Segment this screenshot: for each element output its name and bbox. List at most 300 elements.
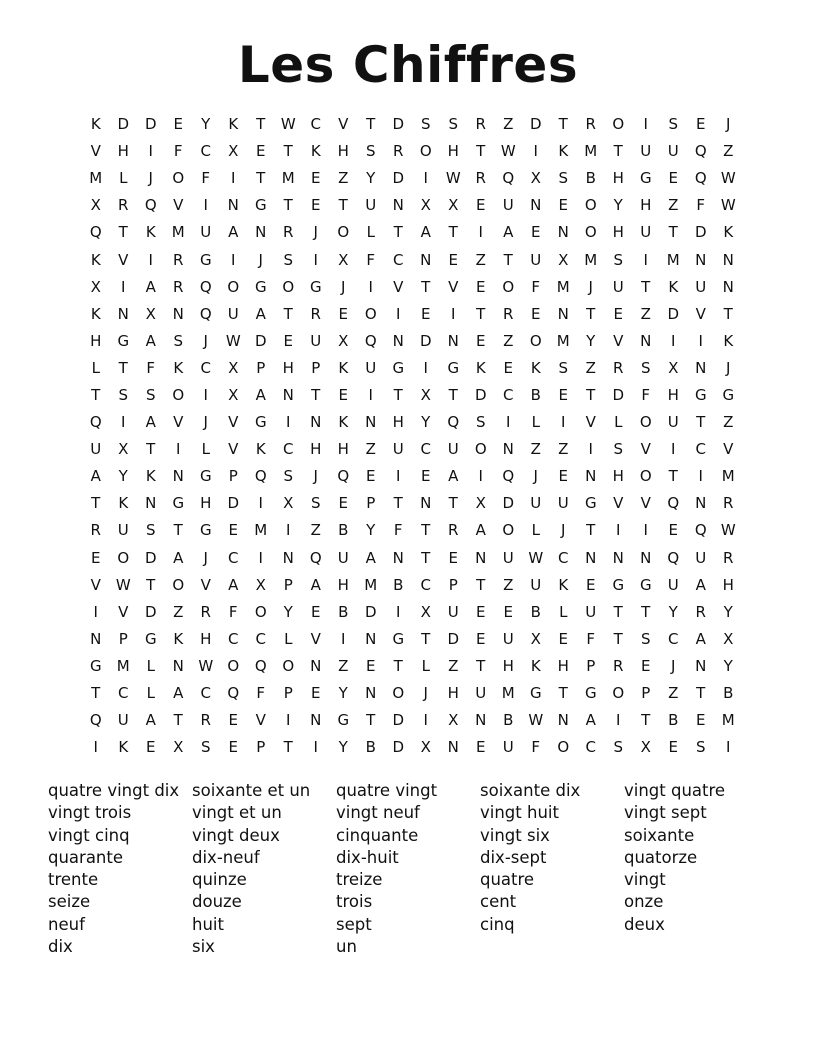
grid-letter: E bbox=[476, 602, 486, 621]
grid-letter: B bbox=[338, 521, 349, 540]
word-list-item: dix-neuf bbox=[192, 847, 260, 867]
grid-letter: W bbox=[445, 169, 461, 188]
grid-letter: P bbox=[118, 629, 128, 648]
grid-letter: D bbox=[392, 169, 405, 188]
grid-letter: H bbox=[337, 440, 349, 459]
grid-letter: Y bbox=[338, 684, 348, 703]
grid-letter: F bbox=[146, 358, 156, 377]
word-list-item: quatorze bbox=[624, 847, 698, 867]
grid-letter: Y bbox=[201, 115, 211, 134]
grid-letter: M bbox=[116, 656, 130, 675]
grid-letter: V bbox=[640, 494, 651, 513]
grid-letter: R bbox=[173, 277, 184, 296]
grid-letter: U bbox=[502, 548, 514, 567]
grid-letter: W bbox=[115, 575, 131, 594]
grid-letter: A bbox=[420, 223, 431, 242]
grid-letter: T bbox=[421, 548, 431, 567]
grid-letter: P bbox=[586, 656, 596, 675]
grid-letter: J bbox=[203, 413, 208, 432]
grid-letter: E bbox=[558, 196, 568, 215]
grid-letter: I bbox=[203, 196, 208, 215]
grid-letter: M bbox=[556, 331, 570, 350]
grid-letter: E bbox=[311, 196, 321, 215]
grid-letter: T bbox=[283, 142, 293, 161]
grid-letter: N bbox=[172, 656, 184, 675]
grid-letter: N bbox=[585, 548, 597, 567]
grid-letter: N bbox=[640, 331, 652, 350]
grid-letter: U bbox=[557, 494, 569, 513]
grid-letter: K bbox=[145, 223, 156, 242]
grid-letter: I bbox=[286, 711, 291, 730]
grid-letter: P bbox=[256, 738, 266, 757]
grid-letter: H bbox=[392, 413, 404, 432]
grid-letter: O bbox=[502, 277, 515, 296]
grid-letter: X bbox=[90, 196, 101, 215]
grid-letter: C bbox=[420, 440, 431, 459]
grid-letter: F bbox=[256, 684, 266, 703]
grid-letter: M bbox=[584, 250, 598, 269]
grid-letter: U bbox=[530, 494, 542, 513]
grid-letter: K bbox=[723, 223, 734, 242]
grid-letter: V bbox=[173, 413, 184, 432]
grid-letter: X bbox=[475, 494, 486, 513]
grid-letter: N bbox=[392, 548, 404, 567]
grid-letter: G bbox=[612, 575, 625, 594]
grid-letter: T bbox=[476, 656, 486, 675]
grid-letter: X bbox=[420, 385, 431, 404]
grid-letter: O bbox=[529, 331, 542, 350]
word-list-item: trente bbox=[48, 870, 99, 890]
grid-letter: I bbox=[643, 521, 648, 540]
grid-letter: N bbox=[392, 196, 404, 215]
grid-letter: T bbox=[366, 711, 376, 730]
grid-letter: W bbox=[720, 196, 736, 215]
grid-letter: E bbox=[696, 711, 706, 730]
grid-letter: K bbox=[530, 656, 541, 675]
grid-letter: Q bbox=[254, 656, 267, 675]
grid-letter: G bbox=[309, 277, 322, 296]
grid-letter: W bbox=[198, 656, 214, 675]
grid-letter: Z bbox=[173, 602, 184, 621]
grid-letter: V bbox=[613, 331, 624, 350]
grid-letter: O bbox=[337, 223, 350, 242]
grid-letter: B bbox=[668, 711, 679, 730]
grid-letter: R bbox=[475, 169, 486, 188]
grid-letter: N bbox=[447, 331, 459, 350]
grid-letter: U bbox=[667, 142, 679, 161]
grid-letter: K bbox=[90, 115, 101, 134]
grid-letter: V bbox=[228, 413, 239, 432]
grid-letter: D bbox=[392, 115, 405, 134]
grid-letter: A bbox=[255, 304, 266, 323]
grid-letter: M bbox=[89, 169, 103, 188]
grid-letter: I bbox=[313, 250, 318, 269]
grid-letter: B bbox=[503, 711, 514, 730]
grid-letter: V bbox=[640, 440, 651, 459]
grid-letter: V bbox=[448, 277, 459, 296]
grid-letter: H bbox=[612, 467, 624, 486]
grid-letter: O bbox=[254, 602, 267, 621]
grid-letter: I bbox=[698, 467, 703, 486]
word-list-item: onze bbox=[624, 892, 664, 912]
grid-letter: N bbox=[695, 358, 707, 377]
grid-letter: R bbox=[613, 656, 624, 675]
grid-letter: I bbox=[148, 250, 153, 269]
grid-letter: O bbox=[584, 196, 597, 215]
grid-letter: G bbox=[254, 277, 267, 296]
grid-letter: S bbox=[145, 521, 156, 540]
grid-letter: Q bbox=[144, 196, 157, 215]
grid-letter: G bbox=[254, 196, 267, 215]
grid-letter: I bbox=[286, 521, 291, 540]
grid-letter: T bbox=[641, 602, 651, 621]
word-list-item: soixante et un bbox=[192, 781, 311, 800]
grid-letter: N bbox=[475, 548, 487, 567]
grid-letter: U bbox=[365, 196, 377, 215]
grid-letter: Q bbox=[364, 331, 377, 350]
grid-letter: J bbox=[341, 277, 346, 296]
grid-letter: U bbox=[585, 602, 597, 621]
grid-letter: M bbox=[364, 575, 378, 594]
grid-letter: I bbox=[671, 331, 676, 350]
grid-letter: I bbox=[258, 548, 263, 567]
grid-letter: Q bbox=[694, 142, 707, 161]
grid-letter: V bbox=[200, 575, 211, 594]
grid-letter: M bbox=[281, 169, 295, 188]
grid-letter: T bbox=[118, 358, 128, 377]
grid-letter: B bbox=[530, 602, 541, 621]
grid-letter: G bbox=[89, 656, 102, 675]
grid-letter: P bbox=[366, 494, 376, 513]
grid-letter: G bbox=[144, 629, 157, 648]
grid-letter: B bbox=[393, 575, 404, 594]
grid-letter: O bbox=[172, 575, 185, 594]
grid-letter: T bbox=[448, 385, 458, 404]
grid-letter: I bbox=[423, 169, 428, 188]
grid-letter: C bbox=[228, 629, 239, 648]
grid-letter: T bbox=[146, 575, 156, 594]
grid-letter: T bbox=[91, 494, 101, 513]
grid-letter: T bbox=[641, 277, 651, 296]
grid-letter: T bbox=[613, 142, 623, 161]
grid-letter: H bbox=[612, 169, 624, 188]
grid-letter: F bbox=[201, 169, 211, 188]
grid-letter: G bbox=[584, 684, 597, 703]
grid-letter: R bbox=[173, 250, 184, 269]
grid-letter: N bbox=[695, 250, 707, 269]
word-list-item: huit bbox=[192, 914, 224, 934]
grid-letter: T bbox=[668, 467, 678, 486]
grid-letter: X bbox=[283, 494, 294, 513]
grid-letter: A bbox=[503, 223, 514, 242]
grid-letter: D bbox=[144, 602, 157, 621]
grid-letter: R bbox=[448, 521, 459, 540]
grid-letter: Q bbox=[199, 277, 212, 296]
grid-letter: E bbox=[448, 250, 458, 269]
grid-letter: X bbox=[420, 602, 431, 621]
grid-letter: M bbox=[171, 223, 185, 242]
grid-letter: G bbox=[199, 521, 212, 540]
word-list-item: vingt neuf bbox=[336, 803, 420, 823]
grid-letter: H bbox=[337, 575, 349, 594]
grid-letter: D bbox=[474, 385, 487, 404]
grid-letter: R bbox=[503, 304, 514, 323]
grid-letter: I bbox=[616, 711, 621, 730]
grid-letter: Q bbox=[89, 711, 102, 730]
grid-letter: H bbox=[90, 331, 102, 350]
grid-letter: M bbox=[666, 250, 680, 269]
grid-letter: T bbox=[91, 385, 101, 404]
word-column bbox=[480, 780, 624, 958]
grid-letter: X bbox=[338, 250, 349, 269]
grid-letter: P bbox=[448, 575, 458, 594]
grid-letter: T bbox=[723, 304, 733, 323]
grid-letter: N bbox=[612, 548, 624, 567]
grid-letter: F bbox=[173, 142, 183, 161]
grid-letter: N bbox=[282, 385, 294, 404]
grid-letter: Z bbox=[503, 575, 514, 594]
grid-letter: A bbox=[448, 467, 459, 486]
grid-letter: T bbox=[366, 115, 376, 134]
grid-letter: F bbox=[696, 196, 706, 215]
grid-letter: L bbox=[559, 602, 568, 621]
grid-letter: B bbox=[585, 169, 596, 188]
grid-letter: T bbox=[283, 304, 293, 323]
grid-letter: I bbox=[368, 385, 373, 404]
grid-letter: E bbox=[668, 521, 678, 540]
grid-letter: Z bbox=[640, 304, 651, 323]
grid-letter: Q bbox=[667, 548, 680, 567]
grid-letter: Z bbox=[503, 115, 514, 134]
grid-letter: V bbox=[90, 142, 101, 161]
grid-letter: K bbox=[338, 358, 349, 377]
grid-letter: X bbox=[530, 629, 541, 648]
grid-letter: W bbox=[528, 711, 544, 730]
grid-letter: T bbox=[586, 521, 596, 540]
grid-letter: H bbox=[502, 656, 514, 675]
grid-letter: T bbox=[393, 385, 403, 404]
grid-letter: V bbox=[338, 115, 349, 134]
grid-letter: M bbox=[584, 142, 598, 161]
grid-letter: E bbox=[256, 142, 266, 161]
grid-letter: I bbox=[368, 277, 373, 296]
grid-letter: L bbox=[366, 223, 375, 242]
grid-letter: Q bbox=[694, 169, 707, 188]
grid-letter: N bbox=[530, 196, 542, 215]
grid-letter: D bbox=[447, 629, 460, 648]
grid-letter: J bbox=[148, 169, 153, 188]
grid-letter: N bbox=[695, 494, 707, 513]
grid-letter: J bbox=[203, 548, 208, 567]
grid-letter: H bbox=[667, 385, 679, 404]
grid-letter: G bbox=[584, 494, 597, 513]
grid-letter: U bbox=[695, 548, 707, 567]
grid-letter: T bbox=[613, 629, 623, 648]
grid-letter: S bbox=[613, 250, 624, 269]
word-list-item: six bbox=[192, 937, 215, 957]
grid-letter: Z bbox=[338, 656, 349, 675]
grid-letter: S bbox=[365, 142, 376, 161]
grid-letter: O bbox=[612, 684, 625, 703]
grid-letter: X bbox=[530, 169, 541, 188]
grid-letter: E bbox=[668, 738, 678, 757]
grid-letter: N bbox=[145, 494, 157, 513]
grid-letter: V bbox=[613, 494, 624, 513]
word-list-item: quatre bbox=[480, 870, 535, 890]
grid-letter: I bbox=[396, 304, 401, 323]
grid-letter: D bbox=[392, 711, 405, 730]
grid-letter: T bbox=[421, 629, 431, 648]
grid-letter: R bbox=[723, 494, 734, 513]
grid-letter: C bbox=[200, 684, 211, 703]
grid-letter: D bbox=[529, 115, 542, 134]
grid-letter: I bbox=[231, 250, 236, 269]
grid-letter: Q bbox=[447, 413, 460, 432]
grid-letter: K bbox=[723, 331, 734, 350]
grid-letter: C bbox=[118, 684, 129, 703]
grid-letter: T bbox=[558, 115, 568, 134]
grid-letter: Y bbox=[723, 602, 733, 621]
grid-letter: E bbox=[558, 467, 568, 486]
grid-letter: O bbox=[117, 548, 130, 567]
grid-letter: Q bbox=[502, 169, 515, 188]
grid-letter: S bbox=[283, 467, 294, 486]
grid-letter: N bbox=[420, 494, 432, 513]
grid-letter: T bbox=[641, 711, 651, 730]
grid-letter: S bbox=[448, 115, 459, 134]
grid-letter: I bbox=[286, 413, 291, 432]
grid-letter: I bbox=[396, 467, 401, 486]
grid-letter: B bbox=[530, 385, 541, 404]
grid-letter: O bbox=[227, 656, 240, 675]
word-list-item: cent bbox=[480, 892, 517, 912]
grid-letter: E bbox=[476, 629, 486, 648]
grid-letter: E bbox=[173, 115, 183, 134]
grid-letter: A bbox=[310, 575, 321, 594]
grid-letter: B bbox=[338, 602, 349, 621]
word-list-item: dix-huit bbox=[336, 847, 399, 867]
grid-letter: O bbox=[227, 277, 240, 296]
grid-letter: K bbox=[558, 142, 569, 161]
grid-letter: N bbox=[502, 440, 514, 459]
grid-letter: I bbox=[423, 711, 428, 730]
grid-letter: M bbox=[501, 684, 515, 703]
grid-letter: R bbox=[723, 548, 734, 567]
grid-letter: E bbox=[668, 169, 678, 188]
grid-letter: O bbox=[172, 169, 185, 188]
grid-letter: N bbox=[475, 711, 487, 730]
grid-letter: X bbox=[255, 575, 266, 594]
grid-letter: N bbox=[365, 413, 377, 432]
grid-letter: A bbox=[90, 467, 101, 486]
grid-letter: N bbox=[282, 548, 294, 567]
grid-letter: C bbox=[228, 548, 239, 567]
grid-letter: Z bbox=[310, 521, 321, 540]
grid-letter: A bbox=[145, 277, 156, 296]
grid-letter: W bbox=[720, 521, 736, 540]
grid-letter: D bbox=[144, 548, 157, 567]
grid-letter: X bbox=[118, 440, 129, 459]
grid-letter: E bbox=[476, 331, 486, 350]
grid-letter: T bbox=[421, 277, 431, 296]
grid-letter: A bbox=[475, 521, 486, 540]
word-list-item: quarante bbox=[48, 847, 124, 867]
grid-letter: U bbox=[502, 738, 514, 757]
grid-letter: J bbox=[671, 656, 676, 675]
grid-letter: I bbox=[698, 331, 703, 350]
grid-letter: X bbox=[145, 304, 156, 323]
grid-letter: N bbox=[557, 304, 569, 323]
word-list-item: cinquante bbox=[336, 825, 419, 845]
word-list-item: treize bbox=[336, 870, 383, 890]
grid-letter: E bbox=[421, 467, 431, 486]
grid-letter: N bbox=[310, 656, 322, 675]
word-list-item: soixante dix bbox=[480, 781, 581, 800]
grid-letter: Y bbox=[723, 656, 733, 675]
grid-letter: A bbox=[228, 223, 239, 242]
grid-letter: T bbox=[283, 738, 293, 757]
grid-letter: X bbox=[90, 277, 101, 296]
grid-letter: U bbox=[640, 223, 652, 242]
grid-letter: H bbox=[310, 440, 322, 459]
grid-letter: H bbox=[612, 223, 624, 242]
word-column bbox=[624, 780, 768, 958]
grid-letter: X bbox=[420, 738, 431, 757]
grid-letter: L bbox=[531, 413, 540, 432]
word-list-item: vingt et un bbox=[192, 803, 282, 823]
word-list-item: vingt bbox=[624, 870, 666, 890]
grid-letter: T bbox=[173, 521, 183, 540]
grid-letter: N bbox=[172, 304, 184, 323]
grid-letter: U bbox=[502, 629, 514, 648]
grid-letter: Z bbox=[668, 196, 679, 215]
grid-letter: E bbox=[91, 548, 101, 567]
grid-letter: M bbox=[254, 521, 268, 540]
grid-letter: E bbox=[448, 548, 458, 567]
grid-letter: N bbox=[310, 413, 322, 432]
grid-letter: T bbox=[586, 304, 596, 323]
grid-letter: R bbox=[393, 142, 404, 161]
grid-letter: Y bbox=[283, 602, 293, 621]
grid-letter: Y bbox=[613, 196, 623, 215]
grid-letter: N bbox=[722, 277, 734, 296]
grid-letter: G bbox=[694, 385, 707, 404]
grid-letter: N bbox=[255, 223, 267, 242]
grid-letter: L bbox=[146, 656, 155, 675]
grid-letter: Q bbox=[337, 467, 350, 486]
grid-letter: H bbox=[282, 358, 294, 377]
grid-letter: N bbox=[722, 250, 734, 269]
grid-letter: C bbox=[200, 358, 211, 377]
grid-letter: K bbox=[310, 142, 321, 161]
grid-letter: P bbox=[283, 684, 293, 703]
grid-letter: S bbox=[310, 494, 321, 513]
grid-letter: A bbox=[695, 629, 706, 648]
grid-letter: P bbox=[228, 467, 238, 486]
grid-letter: U bbox=[392, 440, 404, 459]
grid-letter: J bbox=[726, 358, 731, 377]
grid-letter: D bbox=[392, 738, 405, 757]
grid-letter: Z bbox=[503, 331, 514, 350]
grid-letter: U bbox=[200, 223, 212, 242]
word-list-item: vingt deux bbox=[192, 825, 280, 845]
word-column bbox=[336, 780, 480, 958]
grid-letter: I bbox=[588, 440, 593, 459]
grid-letter: W bbox=[225, 331, 241, 350]
grid-letter: N bbox=[365, 684, 377, 703]
grid-letter: A bbox=[365, 548, 376, 567]
grid-letter: U bbox=[530, 250, 542, 269]
